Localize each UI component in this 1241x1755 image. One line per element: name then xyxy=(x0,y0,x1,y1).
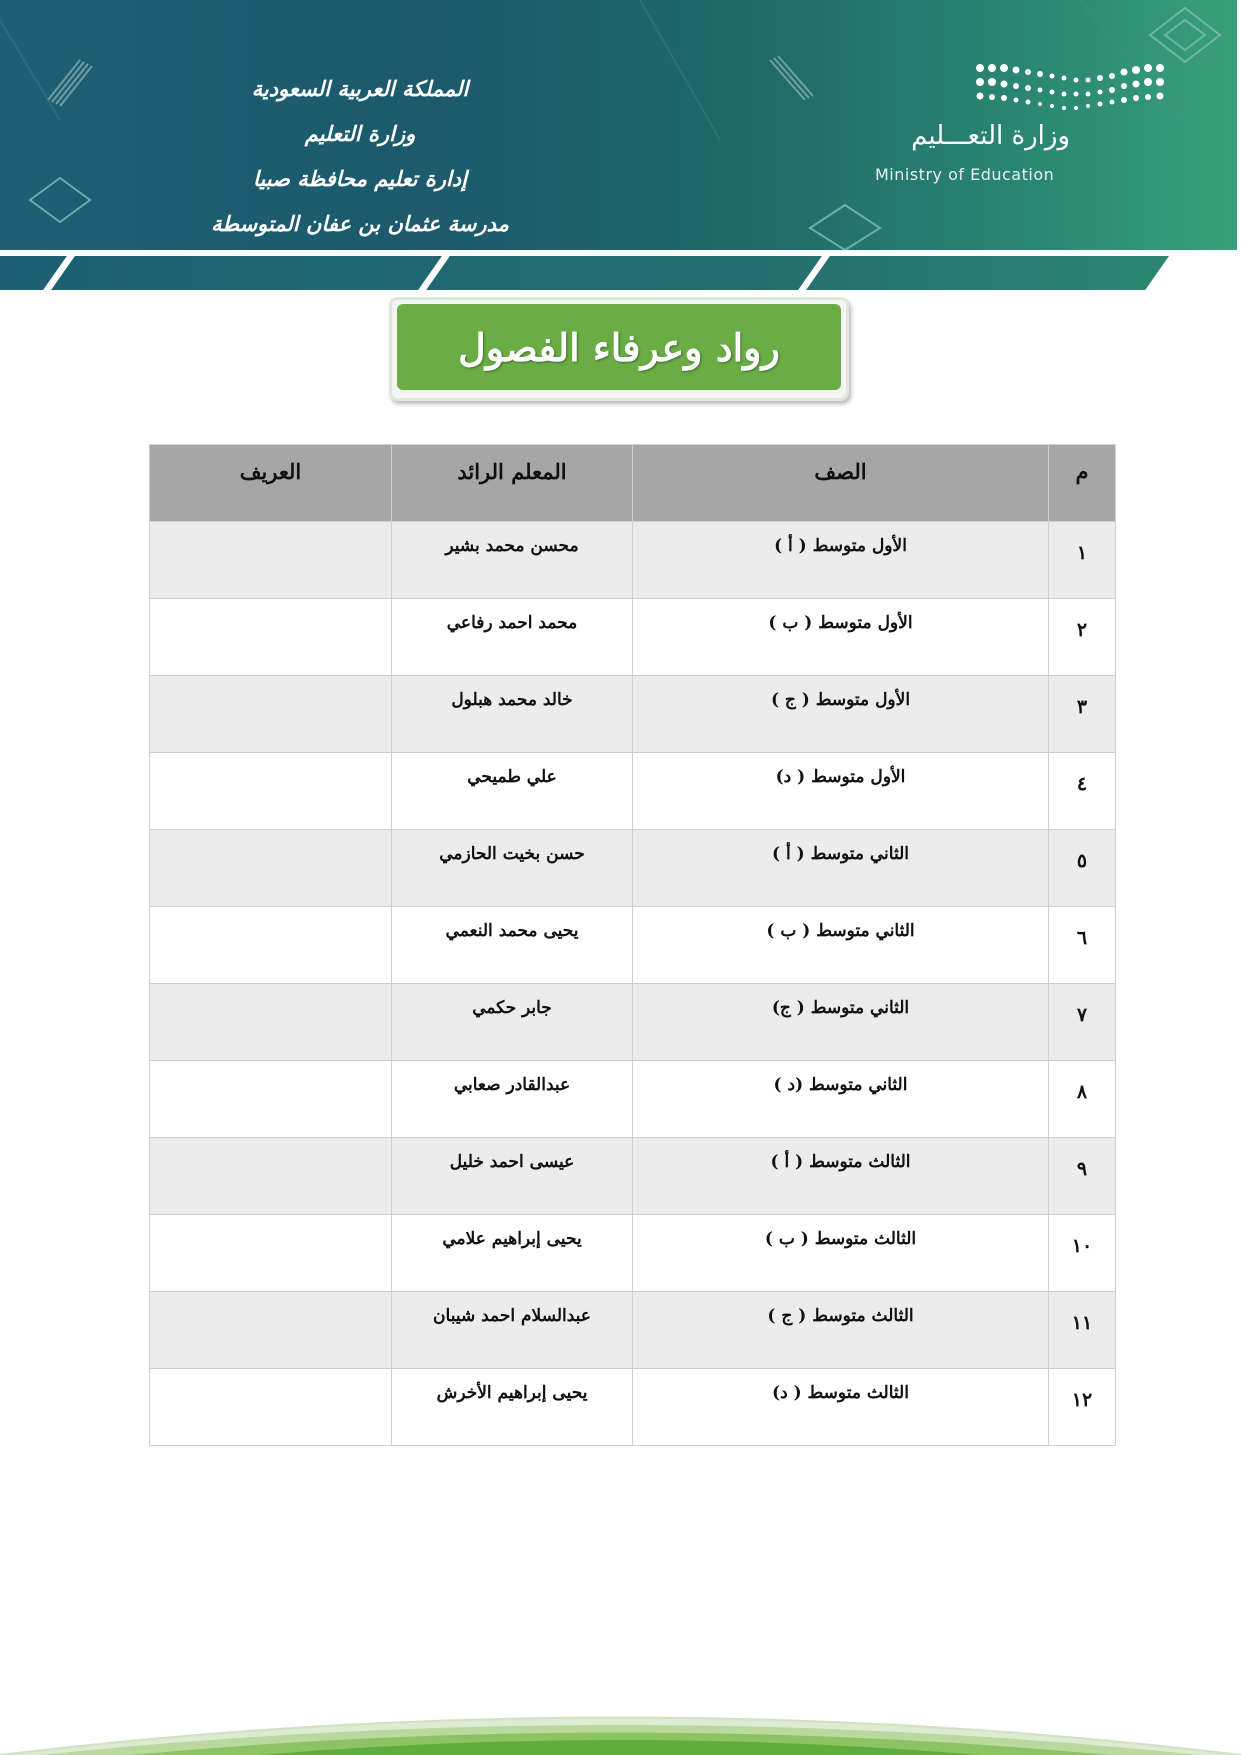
row-number: ٦ xyxy=(1049,907,1116,984)
page-title: رواد وعرفاء الفصول xyxy=(397,304,841,390)
class-cell: الثالث متوسط ( ج ) xyxy=(633,1292,1049,1369)
row-number: ٣ xyxy=(1049,676,1116,753)
class-cell: الثاني متوسط ( ب ) xyxy=(633,907,1049,984)
row-number: ٧ xyxy=(1049,984,1116,1061)
table-row xyxy=(150,1138,1116,1215)
table-header-row xyxy=(150,445,1116,522)
banner-lower-band xyxy=(0,256,1241,290)
table-row xyxy=(150,984,1116,1061)
class-cell: الثالث متوسط ( د) xyxy=(633,1369,1049,1446)
teacher-cell: حسن بخيت الحازمي xyxy=(392,830,633,907)
table-row xyxy=(150,522,1116,599)
class-cell: الأول متوسط ( أ ) xyxy=(633,522,1049,599)
monitor-cell xyxy=(150,522,392,599)
monitor-cell xyxy=(150,830,392,907)
footer-wave-decoration xyxy=(0,1690,1241,1755)
row-number: ١٢ xyxy=(1049,1369,1116,1446)
monitor-cell xyxy=(150,599,392,676)
row-number: ٩ xyxy=(1049,1138,1116,1215)
country-name: المملكة العربية السعودية xyxy=(251,76,469,101)
teacher-cell: عبدالقادر صعابي xyxy=(392,1061,633,1138)
monitor-cell xyxy=(150,1369,392,1446)
header-banner xyxy=(0,0,1241,290)
table-row xyxy=(150,1292,1116,1369)
ministry-logo xyxy=(870,55,1190,195)
teacher-cell: علي طميحي xyxy=(392,753,633,830)
teacher-cell: يحيى محمد النعمي xyxy=(392,907,633,984)
row-number: ١١ xyxy=(1049,1292,1116,1369)
row-number: ٢ xyxy=(1049,599,1116,676)
class-cell: الثاني متوسط (د ) xyxy=(633,1061,1049,1138)
teacher-cell: خالد محمد هبلول xyxy=(392,676,633,753)
column-header-number: م xyxy=(1049,445,1116,522)
row-number: ١ xyxy=(1049,522,1116,599)
table-row xyxy=(150,676,1116,753)
table-row xyxy=(150,907,1116,984)
row-number: ٤ xyxy=(1049,753,1116,830)
page-title-box xyxy=(389,297,849,401)
class-cell: الأول متوسط ( ب ) xyxy=(633,599,1049,676)
directorate-name: إدارة تعليم محافظة صبيا xyxy=(253,166,467,191)
row-number: ١٠ xyxy=(1049,1215,1116,1292)
table-row xyxy=(150,1215,1116,1292)
monitor-cell xyxy=(150,676,392,753)
teacher-cell: جابر حكمي xyxy=(392,984,633,1061)
teacher-cell: محسن محمد بشير xyxy=(392,522,633,599)
class-cell: الأول متوسط ( د) xyxy=(633,753,1049,830)
table-row xyxy=(150,753,1116,830)
monitor-cell xyxy=(150,1061,392,1138)
monitor-cell xyxy=(150,1292,392,1369)
class-cell: الثالث متوسط ( ب ) xyxy=(633,1215,1049,1292)
school-name: مدرسة عثمان بن عفان المتوسطة xyxy=(211,211,509,236)
ministry-logo-arabic: وزارة التعـــليم xyxy=(911,121,1070,151)
class-leaders-table xyxy=(149,444,1116,1446)
monitor-cell xyxy=(150,1215,392,1292)
monitor-cell xyxy=(150,753,392,830)
column-header-monitor: العريف xyxy=(150,445,392,522)
monitor-cell xyxy=(150,1138,392,1215)
banner-right-edge xyxy=(1237,0,1241,250)
class-cell: الثاني متوسط ( ج) xyxy=(633,984,1049,1061)
teacher-cell: عيسى احمد خليل xyxy=(392,1138,633,1215)
column-header-class: الصف xyxy=(633,445,1049,522)
class-cell: الثاني متوسط ( أ ) xyxy=(633,830,1049,907)
table-row xyxy=(150,1061,1116,1138)
teacher-cell: محمد احمد رفاعي xyxy=(392,599,633,676)
table-row xyxy=(150,599,1116,676)
class-cell: الثالث متوسط ( أ ) xyxy=(633,1138,1049,1215)
row-number: ٨ xyxy=(1049,1061,1116,1138)
ministry-logo-english: Ministry of Education xyxy=(875,165,1055,184)
column-header-teacher: المعلم الرائد xyxy=(392,445,633,522)
table-row xyxy=(150,830,1116,907)
teacher-cell: يحيى إبراهيم الأخرش xyxy=(392,1369,633,1446)
ministry-name: وزارة التعليم xyxy=(304,121,416,146)
table-row xyxy=(150,1369,1116,1446)
monitor-cell xyxy=(150,907,392,984)
row-number: ٥ xyxy=(1049,830,1116,907)
monitor-cell xyxy=(150,984,392,1061)
teacher-cell: يحيى إبراهيم علامي xyxy=(392,1215,633,1292)
ministry-logo-dots-icon xyxy=(970,60,1180,120)
class-cell: الأول متوسط ( ج ) xyxy=(633,676,1049,753)
teacher-cell: عبدالسلام احمد شيبان xyxy=(392,1292,633,1369)
organization-header xyxy=(150,66,570,246)
